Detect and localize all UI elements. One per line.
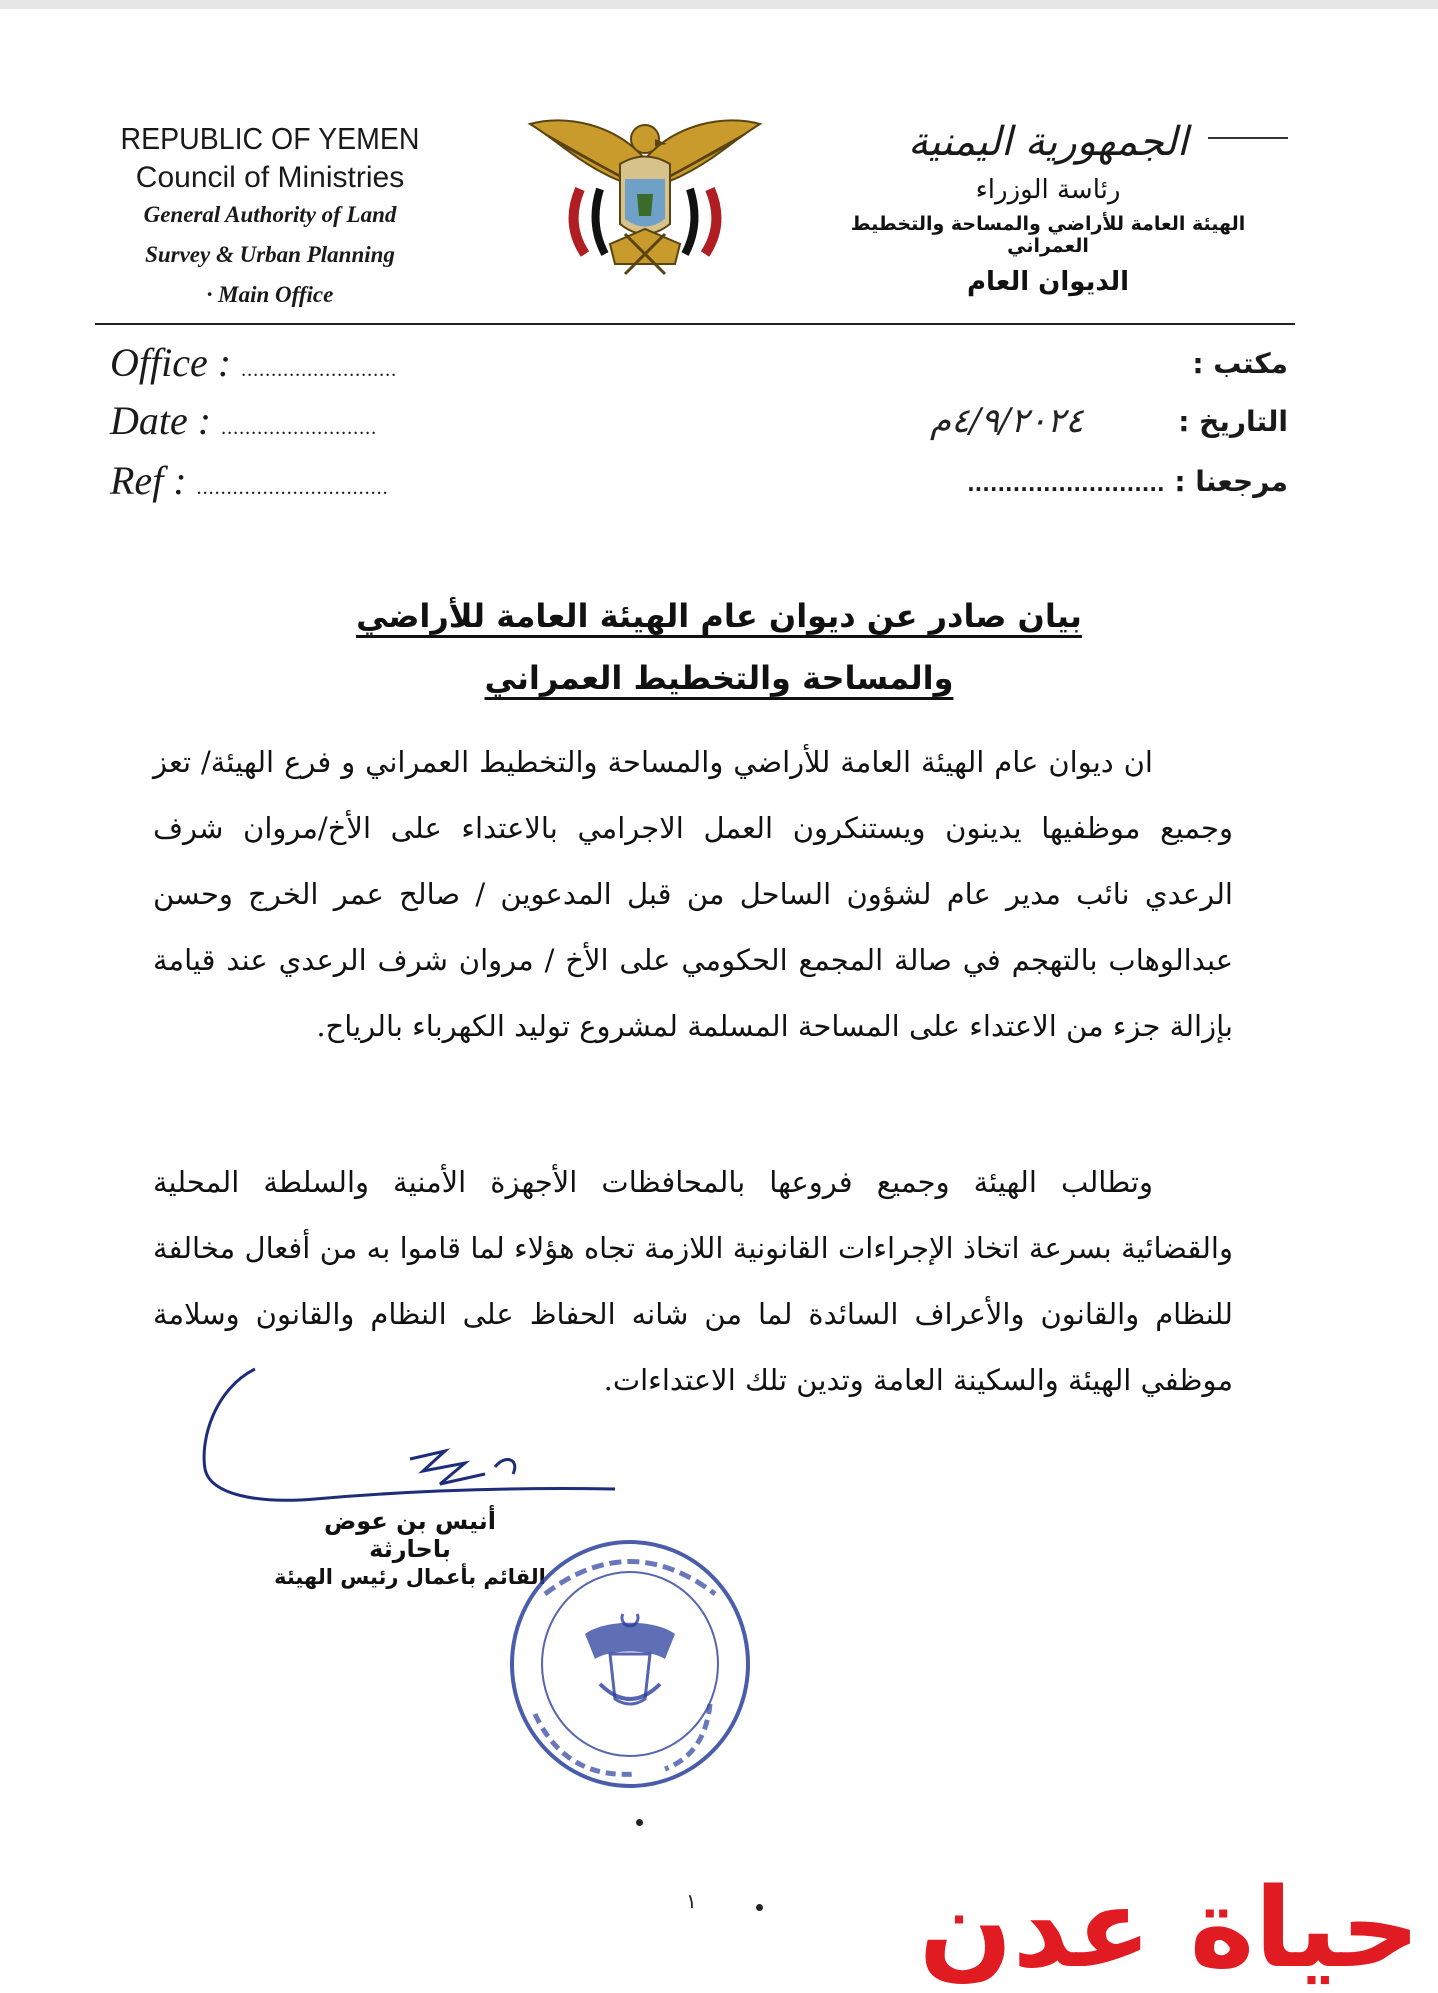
body-paragraph-1: ان ديوان عام الهيئة العامة للأراضي والمساحة والتخطيط العمراني و فرع الهيئة/ تعز وجميع موظفيها يدينون ويستنكرون العمل الاجرامي بالاعتداء على الأخ/مروان شرف الرعدي نائب مدير عام لشؤون الساحل من قبل المدعوين / صالح عمر الخرج وحسن عبدالوهاب بالتهجم في صالة المجمع الحكومي على الأخ / مروان شرف الرعدي عند قيامة بإزالة جزء من الاعتداء على المساحة المسلمة لمشروع توليد الكهرباء بالرياح.: [153, 745, 1233, 1043]
authority-line-1: General Authority of Land: [143, 202, 397, 227]
ref-label-ar: مرجعنا :: [1174, 465, 1288, 498]
office-label-en: Office :: [110, 340, 232, 385]
top-bar: [0, 0, 1438, 9]
authority-ar: الهيئة العامة للأراضي والمساحة والتخطيط العمراني: [850, 213, 1246, 257]
office-label-ar: مكتب :: [1192, 347, 1288, 380]
date-label-ar: التاريخ :: [1178, 405, 1288, 438]
statement-title-line-2: والمساحة والتخطيط العمراني: [484, 659, 954, 697]
presidency-ar: رئاسة الوزراء: [975, 175, 1121, 205]
office-field-ar: [1192, 347, 1288, 380]
authority-line-2: Survey & Urban Planning: [145, 242, 395, 267]
signatory-title: القائم بأعمال رئيس الهيئة: [274, 1565, 546, 1589]
arabic-letterhead: [808, 119, 1288, 297]
official-stamp-icon: [505, 1534, 755, 1794]
date-field-ar: [1178, 405, 1288, 438]
republic-name-ar: الجمهورية اليمنية: [907, 119, 1189, 165]
site-watermark: حياة عدن: [918, 1864, 1420, 1992]
yemen-emblem-icon: [525, 104, 765, 279]
page-number: ١: [686, 1889, 697, 1913]
ink-dot: [756, 1904, 763, 1911]
english-letterhead: [100, 121, 440, 315]
date-dots: ..........................: [221, 417, 378, 439]
date-field-en: [110, 397, 377, 444]
body-paragraph-2: وتطالب الهيئة وجميع فروعها بالمحافظات الأجهزة الأمنية والسلطة المحلية والقضائية بسرعة اتخاذ الإجراءات القانونية اللازمة تجاه هؤلاء لما قاموا به من أفعال مخالفة للنظام والقانون والأعراف السائدة لما من شانه الحفاظ على النظام والقانون وسلامة موظفي الهيئة والسكينة العامة وتدين تلك الاعتداءات.: [153, 1165, 1233, 1397]
ref-dots: ................................: [196, 477, 389, 499]
office-field-en: [110, 339, 397, 386]
ref-field-en: [110, 457, 389, 504]
header-divider: [95, 323, 1295, 325]
ink-dot: [636, 1819, 643, 1826]
country-name: REPUBLIC OF YEMEN: [120, 121, 420, 156]
statement-title-line-1: بيان صادر عن ديوان عام الهيئة العامة للأراضي: [356, 597, 1082, 635]
document-page: [0, 9, 1438, 1993]
office-dots: ..........................: [241, 359, 398, 381]
ref-dots-ar: ..........................: [967, 472, 1165, 496]
handwritten-date: ٤/٩/٢٠٢٤م: [930, 401, 1084, 441]
handwritten-signature: [195, 1359, 655, 1519]
council-name: Council of Ministries: [135, 161, 405, 194]
signatory-name: أنيس بن عوض باحارثة: [323, 1507, 496, 1563]
division-ar: الديوان العام: [966, 267, 1130, 297]
office-name: · Main Office: [206, 282, 334, 307]
date-label-en: Date :: [110, 398, 212, 443]
ref-label-en: Ref :: [110, 458, 187, 503]
ref-field-ar: [967, 465, 1288, 498]
